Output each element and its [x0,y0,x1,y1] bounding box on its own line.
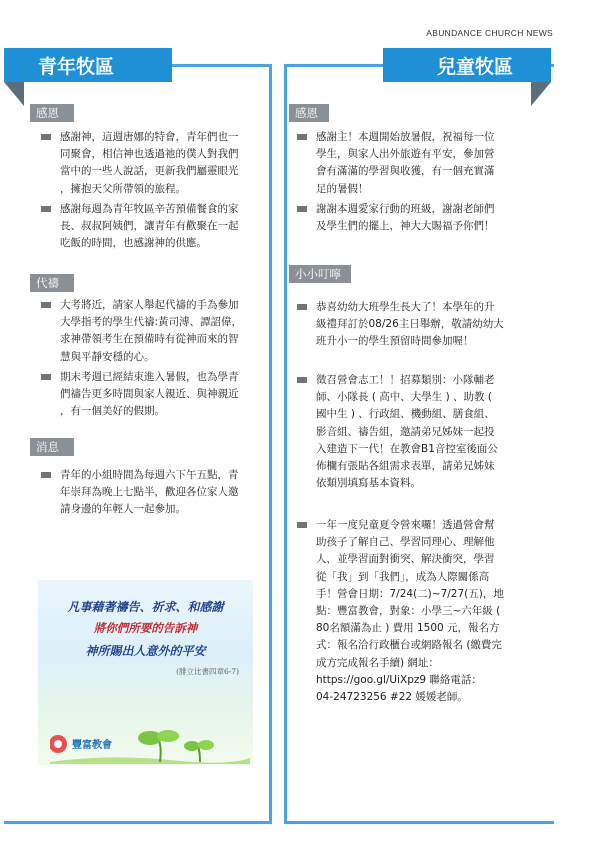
list-item: 一年一度兒童夏令營來囉！透過營會幫 助孩子了解自己、學習同理心、理解他 人，並學習面對衝突、解決衝突，學習 從「我」到「我們」，成為人際關係高 手！營會日期：7/24(二)~7/27(五)，地 點：豐富教會，對象：小學三~六年級 ( 80名額滿為止 ) 費用 1500 元，報名方 式：報名洽行政櫃台或網路報名 (繳費完 成方完成報名手續) 網址： https://goo.gl/UiXpz9 聯絡電話： 04-24723256 #22 媛媛老師。 [316,517,504,706]
section-label-prayer-youth: 代禱 [30,274,74,292]
bullet-icon [41,302,51,308]
list-item: 大考將近，請家人舉起代禱的手為參加 大學指考的學生代禱:黃司溥、譚詔偉， 求神帶領考生在預備時有從神而來的智 慧與平靜安穩的心。 [60,297,242,366]
bullet-icon [41,472,51,478]
section-label-thanks-youth: 感恩 [30,104,74,122]
scripture-line-1: 凡事藉著禱告、祈求、和感謝 [67,600,224,614]
youth-ministry-header: 青年牧區 [4,48,172,82]
list-item: 感謝主！本週開始放暑假，祝福每一位 學生，與家人出外旅遊有平安，參加營 會有滿滿的學習與收獲，有一個充實滿 足的暑假！ [316,129,495,198]
bullet-icon [297,134,307,140]
bullet-icon [297,522,307,528]
church-logo-text: 豐富教會 [72,740,112,751]
scripture-line-2: 將你們所要的告訴神 [93,621,198,635]
bullet-icon [297,304,307,310]
bullet-icon [297,377,307,383]
list-item: 謝謝本週愛家行動的班級，謝謝老師們 及學生們的擺上，神大大賜福予你們！ [316,201,495,235]
bullet-icon [297,206,307,212]
list-item: 期末考週已經結束進入暑假，也為學青 們禱告更多時間與家人親近、與神親近 ，有一個美好的假期。 [60,369,239,421]
header-fold-right [531,82,551,106]
scripture-line-3: 神所賜出人意外的平安 [85,644,206,658]
list-item: 徵召營會志工！！招募類別：小隊輔老 師、小隊長 ( 高中、大學生 ) 、助教 ( 國中生 ) 、行政組、機動組、膳食組、 影音組、禱告組，邀請弟兄姊妹一起投 入建造下一代！在教會B1音控室後面公 佈欄有張貼各組需求表單，請弟兄姊妹 依類別填寫基本資料。 [316,372,498,492]
section-label-news-youth: 消息 [30,438,74,456]
list-item: 恭喜幼幼大班學生長大了！本學年的升 級禮拜訂於08/26主日舉辦，敬請幼幼大 班升小一的學生預留時間參加喔！ [316,299,504,351]
list-item: 感謝神，這週唐娜的特會，青年們也一 同聚會，相信神也透過祂的僕人對我們 當中的一些人說話，更新我們屬靈眼光 ，擁抱天父所帶領的旅程。 [60,129,239,198]
bullet-icon [41,206,51,212]
children-ministry-header: 兒童牧區 [383,48,551,82]
scripture-reference: (腓立比書四章6-7) [176,667,239,676]
scripture-image [38,580,253,765]
section-label-thanks-children: 感恩 [289,104,329,122]
header-fold-left [4,82,24,106]
list-item: 感謝每週為青年牧區辛苦預備餐食的家 長、叔叔阿姨們，讓青年有歡聚在一起 吃飯的時間，也感謝神的供應。 [60,201,239,253]
list-item: 青年的小組時間為每週六下午五點，青 年崇拜為晚上七點半，歡迎各位家人邀 請身邊的年輕人一起參加。 [60,467,239,519]
section-label-reminder-children: 小小叮嚀 [289,265,351,283]
newsletter-title: ABUNDANCE CHURCH NEWS [426,28,553,38]
bullet-icon [41,134,51,140]
bullet-icon [41,374,51,380]
